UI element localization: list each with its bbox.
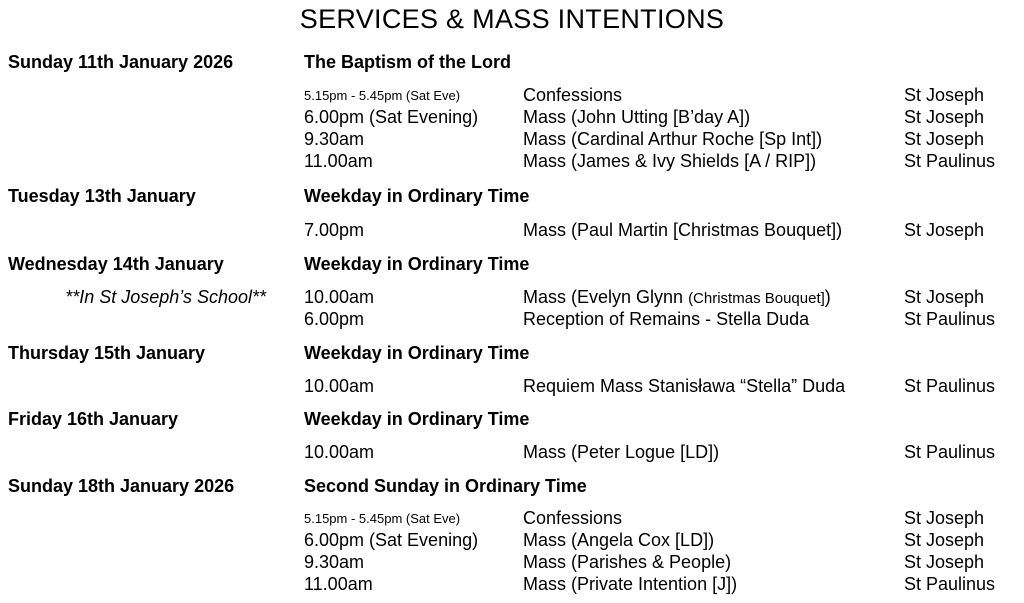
entry-description	[523, 287, 831, 308]
list-item	[0, 552, 1024, 574]
entry-time: 10.00am	[304, 376, 375, 396]
entry-time: 9.30am	[304, 129, 365, 149]
list-item	[0, 309, 1024, 331]
feast-name: Weekday in Ordinary Time	[304, 343, 530, 363]
entry-time: 6.00pm	[304, 309, 365, 329]
entry-location: St Paulinus	[904, 151, 996, 171]
feast-name: Weekday in Ordinary Time	[304, 409, 530, 429]
list-item	[0, 220, 1024, 242]
entry-time: 10.00am	[304, 287, 375, 307]
list-item	[0, 376, 1024, 398]
entry-description: Confessions	[523, 508, 623, 528]
day-name: Friday 16th January	[8, 409, 179, 429]
entry-location: St Paulinus	[904, 442, 996, 462]
entry-location: St Joseph	[904, 85, 985, 105]
day-name: Thursday 15th January	[8, 343, 206, 363]
feast-name: Weekday in Ordinary Time	[304, 254, 530, 274]
entry-location: St Paulinus	[904, 376, 996, 396]
entry-time: 11.00am	[304, 151, 373, 171]
entries-list	[0, 220, 1024, 242]
location-note: **In St Joseph’s School**	[65, 287, 266, 307]
entry-description-small: (Christmas Bouquet]	[688, 290, 825, 307]
entry-location: St Joseph	[904, 530, 985, 550]
entry-description-end: )	[824, 287, 831, 307]
entry-time: 7.00pm	[304, 220, 365, 240]
list-item	[0, 287, 1024, 309]
feast-name: Second Sunday in Ordinary Time	[304, 476, 587, 496]
page-title: SERVICES & MASS INTENTIONS	[299, 4, 725, 34]
entry-location: St Joseph	[904, 508, 985, 528]
entry-location: St Joseph	[904, 220, 985, 240]
entries-list	[0, 376, 1024, 398]
entry-location: St Joseph	[904, 552, 985, 572]
day-name: Sunday 11th January 2026	[8, 52, 234, 72]
entries-list	[0, 85, 1024, 173]
entry-description: Mass (John Utting [B’day A])	[523, 107, 751, 127]
day-name: Wednesday 14th January	[8, 254, 224, 274]
entry-location: St Joseph	[904, 129, 985, 149]
entry-description: Mass (Paul Martin [Christmas Bouquet])	[523, 220, 843, 240]
entry-description: Mass (Angela Cox [LD])	[523, 530, 715, 550]
entry-time: 6.00pm (Sat Evening)	[304, 107, 479, 127]
feast-name: Weekday in Ordinary Time	[304, 186, 530, 206]
entry-time: 5.15pm - 5.45pm (Sat Eve)	[304, 511, 461, 526]
entry-description-main: Mass (Evelyn Glynn	[523, 287, 689, 307]
entry-description: Requiem Mass Stanisława “Stella” Duda	[523, 376, 846, 396]
entry-description: Confessions	[523, 85, 623, 105]
entry-location: St Joseph	[904, 107, 985, 127]
entry-time: 10.00am	[304, 442, 375, 462]
list-item	[0, 85, 1024, 107]
list-item	[0, 151, 1024, 173]
entry-description: Reception of Remains - Stella Duda	[523, 309, 810, 329]
feast-name: The Baptism of the Lord	[304, 52, 511, 72]
entry-time: 11.00am	[304, 574, 373, 594]
list-item	[0, 129, 1024, 151]
entry-location: St Paulinus	[904, 309, 996, 329]
entry-description: Mass (Private Intention [J])	[523, 574, 738, 594]
day-name: Tuesday 13th January	[8, 186, 196, 206]
entry-location: St Joseph	[904, 287, 985, 307]
entry-time: 9.30am	[304, 552, 365, 572]
entry-time: 6.00pm (Sat Evening)	[304, 530, 479, 550]
entry-description: Mass (Cardinal Arthur Roche [Sp Int])	[523, 129, 823, 149]
list-item	[0, 107, 1024, 129]
entry-description: Mass (Peter Logue [LD])	[523, 442, 720, 462]
entries-list	[0, 287, 1024, 331]
entries-list	[0, 508, 1024, 596]
day-name: Sunday 18th January 2026	[8, 476, 235, 496]
list-item	[0, 530, 1024, 552]
entry-description: Mass (James & Ivy Shields [A / RIP])	[523, 151, 817, 171]
entry-description: Mass (Parishes & People)	[523, 552, 732, 572]
list-item	[0, 442, 1024, 464]
list-item	[0, 508, 1024, 530]
entry-location: St Paulinus	[904, 574, 996, 594]
entry-time: 5.15pm - 5.45pm (Sat Eve)	[304, 88, 461, 103]
entries-list	[0, 442, 1024, 464]
list-item	[0, 574, 1024, 596]
